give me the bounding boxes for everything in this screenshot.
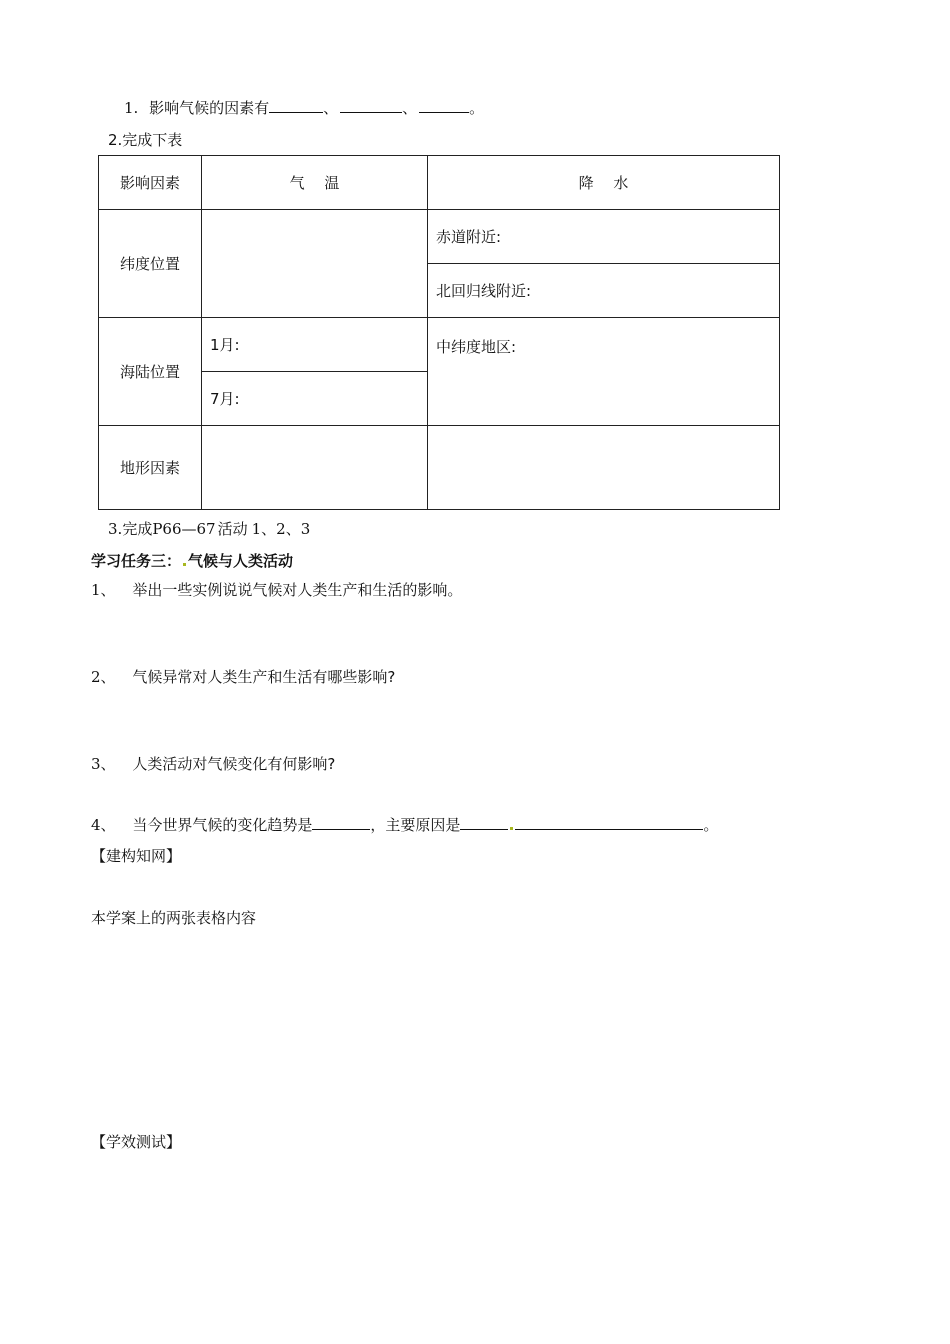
latitude-precip-tropic: 北回归线附近:	[428, 264, 780, 318]
header-factor: 影响因素	[99, 156, 202, 210]
header-precipitation: 降 水	[428, 156, 780, 210]
row-latitude-label: 纬度位置	[99, 210, 202, 318]
item-number: 3、	[91, 755, 116, 773]
cause-answer-blank-1[interactable]	[460, 815, 508, 830]
question-2: 2.完成下表	[108, 131, 183, 149]
question-1-number: 1.	[124, 99, 139, 117]
land-sea-temp-january: 1月:	[202, 318, 428, 372]
terrain-temperature-cell[interactable]	[202, 426, 428, 510]
item-number: 2、	[91, 668, 116, 686]
item-text-cause: ，主要原因是	[370, 816, 461, 834]
row-terrain-label: 地形因素	[99, 426, 202, 510]
page-reference: P66—67	[152, 520, 216, 538]
land-sea-precip-midlatitude: 中纬度地区:	[428, 318, 780, 426]
trend-answer-blank[interactable]	[312, 815, 370, 830]
item-number: 4、	[91, 816, 116, 834]
mark-dot-icon	[183, 563, 186, 566]
answer-blank-3[interactable]	[419, 98, 469, 113]
latitude-precip-equator: 赤道附近:	[428, 210, 780, 264]
land-sea-temp-july: 7月:	[202, 372, 428, 426]
task-item-1	[91, 580, 462, 600]
cause-answer-blank-2[interactable]	[515, 815, 703, 830]
task-3-title	[91, 551, 293, 571]
row-land-sea-label: 海陆位置	[99, 318, 202, 426]
test-section-title: 【学效测试】	[91, 1133, 182, 1151]
period: 。	[703, 816, 719, 834]
build-network-title: 【建构知网】	[91, 847, 182, 865]
separator: 、	[323, 99, 339, 117]
item-text: 当今世界气候的变化趋势是	[132, 816, 313, 834]
mark-dot-icon	[510, 827, 513, 830]
item-text: 人类活动对气候变化有何影响?	[132, 755, 336, 773]
task-item-2	[91, 667, 395, 687]
question-3-number: 3.	[108, 520, 123, 538]
latitude-temperature-cell[interactable]	[202, 210, 428, 318]
item-text: 举出一些实例说说气候对人类生产和生活的影响。	[132, 581, 463, 599]
task-item-3	[91, 754, 335, 774]
question-1	[124, 98, 484, 118]
question-1-text: 影响气候的因素有	[149, 99, 270, 117]
question-3	[108, 519, 310, 539]
task-item-4	[91, 815, 718, 835]
period: 。	[469, 99, 485, 117]
task-3-label: 学习任务三：	[91, 552, 182, 570]
terrain-precipitation-cell[interactable]	[428, 426, 780, 510]
answer-blank-2[interactable]	[340, 98, 402, 113]
header-temperature: 气 温	[202, 156, 428, 210]
climate-factors-table	[98, 155, 780, 510]
question-3-text: 完成	[122, 520, 153, 538]
item-text: 气候异常对人类生产和生活有哪些影响?	[132, 668, 396, 686]
answer-blank-1[interactable]	[269, 98, 323, 113]
build-network-content: 本学案上的两张表格内容	[91, 909, 257, 927]
task-3-topic: 气候与人类活动	[188, 552, 294, 570]
question-3-activity: 活动	[217, 520, 248, 538]
item-number: 1、	[91, 581, 116, 599]
separator: 、	[402, 99, 418, 117]
activity-numbers: 1、2、3	[251, 520, 311, 538]
